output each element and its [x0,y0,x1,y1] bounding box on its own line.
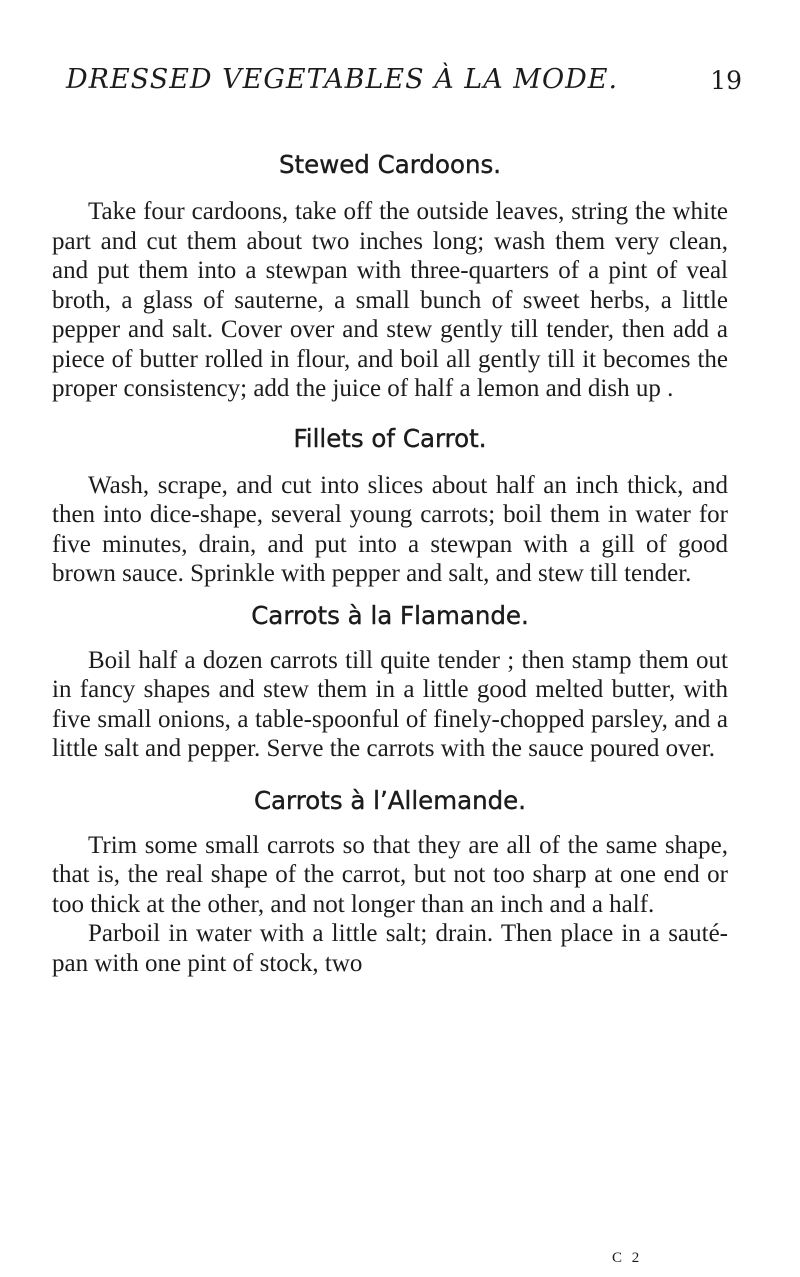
section-heading: Carrots à la Flamande. [251,600,529,630]
section-paragraph: Wash, scrape, and cut into slices about half an inch thick, and then into dice-shape, several young carrots; boil them in water for five minutes, drain, and put into a stewpan with a gill of good brown sauce. Sprinkle with pepper and salt, and stew till tender. [52,471,728,587]
page-number: 19 [710,66,742,95]
section-paragraph: Take four cardoons, take off the outside leaves, string the white part and cut them about two inches long; wash them very clean, and put them into a stewpan with three-quarters of a pint of veal broth, a glass of sauterne, a small bunch of sweet herbs, a little pepper and salt. Cover over and stew gently till tender, then add a piece of butter rolled in flour, and boil all gently till it becomes the proper consistency; add the juice of half a lemon and dish up . [52,198,728,402]
signature-mark: C 2 [612,1250,643,1266]
section-paragraph: Boil half a dozen carrots till quite tender ; then stamp them out in fancy shapes and stew them in a little good melted butter, with five small onions, a table-spoonful of finely-chopped parsley, and a little salt and pepper. Serve the carrots with the sauce poured over. [52,646,728,762]
section-heading: Stewed Cardoons. [278,150,502,179]
page-body [52,142,728,978]
section-heading: Fillets of Carrot. [293,423,487,453]
section-paragraph: Trim some small carrots so that they are all of the same shape, that is, the real shape of the carrot, but not too sharp at one end or too thick at the other, and not longer than an inch and a half. [52,831,728,918]
running-title: DRESSED VEGETABLES À LA MODE. [66,64,619,95]
section-paragraph: Parboil in water with a little salt; drain. Then place in a sauté-pan with one pint of stock, two [52,920,728,977]
section-heading: Carrots à l’Allemande. [253,785,527,815]
running-head [66,64,742,104]
